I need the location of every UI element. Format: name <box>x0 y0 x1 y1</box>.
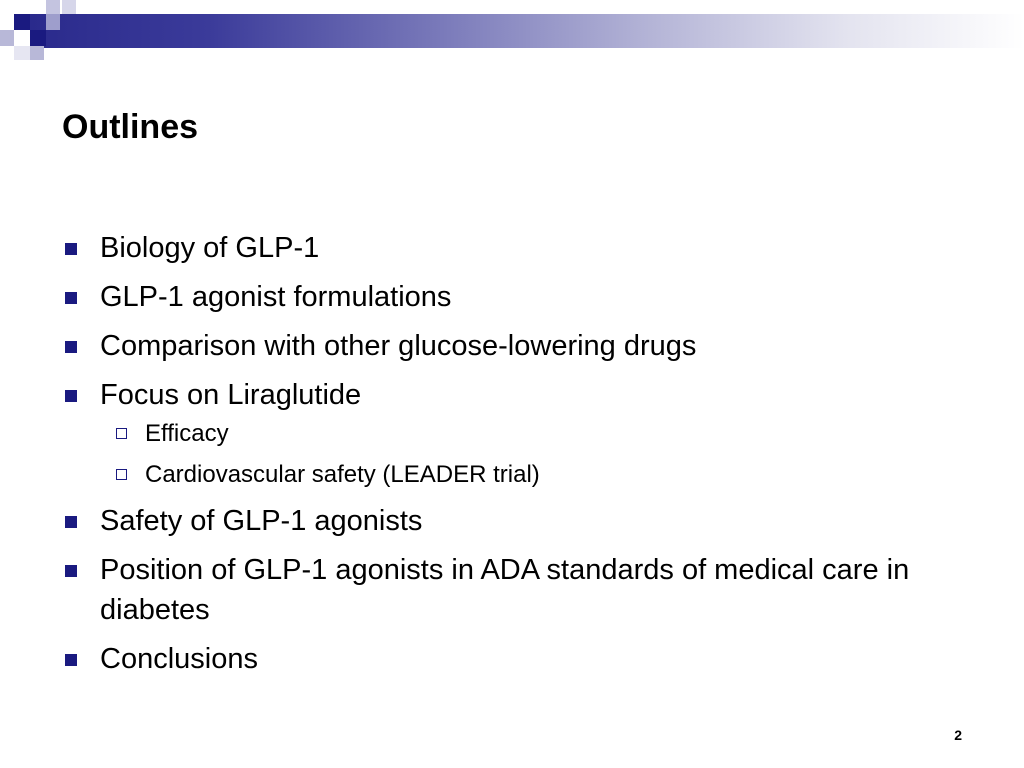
decorative-square <box>62 0 76 14</box>
outline-item-text: Comparison with other glucose-lowering drugs <box>100 330 697 362</box>
outline-item <box>62 550 982 630</box>
outline-item <box>62 375 982 492</box>
page-number: 2 <box>954 727 962 743</box>
outline-item-text: Safety of GLP-1 agonists <box>100 505 423 537</box>
slide-title: Outlines <box>62 108 199 146</box>
outline-item <box>62 326 982 366</box>
decorative-square <box>46 14 60 30</box>
outline-list <box>62 228 982 688</box>
outline-item-text: Focus on Liraglutide <box>100 379 362 411</box>
outline-item <box>62 501 982 541</box>
decorative-square <box>14 14 30 30</box>
outline-item <box>62 228 982 268</box>
outline-item <box>62 277 982 317</box>
sub-item-text: Cardiovascular safety (LEADER trial) <box>145 461 540 488</box>
sub-item-text: Efficacy <box>145 420 229 447</box>
decorative-square <box>30 30 46 46</box>
header-banner <box>30 14 1024 48</box>
decorative-square <box>14 46 30 60</box>
sub-item <box>100 417 982 451</box>
decorative-square <box>0 30 14 46</box>
outline-item-text: GLP-1 agonist formulations <box>100 281 452 313</box>
decorative-square <box>30 46 44 60</box>
sub-list <box>100 417 982 492</box>
decorative-square <box>46 0 60 14</box>
outline-item-text: Conclusions <box>100 643 258 675</box>
sub-item <box>100 458 982 492</box>
outline-item <box>62 639 982 679</box>
outline-item-text: Position of GLP-1 agonists in ADA standards of medical care in diabetes <box>100 554 910 626</box>
outline-item-text: Biology of GLP-1 <box>100 232 320 264</box>
